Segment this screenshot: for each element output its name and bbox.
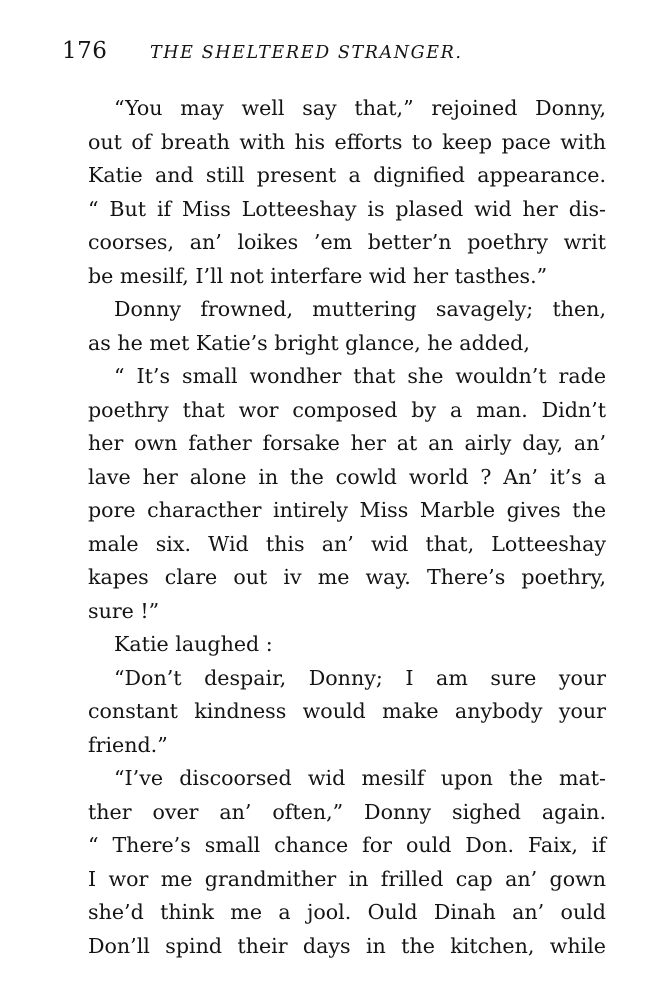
text-line-26: Don’ll spind their days in the kitchen, while: [88, 933, 606, 958]
text-line-23: “ There’s small chance for ould Don. Faix, if: [88, 833, 606, 857]
text-line-4: “ But if Miss Lotteeshay is plased wid her dis-: [88, 196, 606, 221]
text-line-20: friend.”: [88, 732, 168, 757]
text-line-15: kapes clare out iv me way. There’s poethry,: [88, 565, 606, 589]
body-text: [88, 92, 606, 963]
text-line-22: ther over an’ often,” Donny sighed again.: [88, 799, 606, 824]
text-line-14: male six. Wid this an’ wid that, Lotteeshay: [88, 531, 606, 556]
text-line-25: she’d think me a jool. Ould Dinah an’ ould: [88, 900, 606, 924]
text-line-13: pore characther intirely Miss Marble gives the: [88, 498, 606, 522]
text-line-7: Donny frowned, muttering savagely; then,: [114, 297, 606, 321]
running-head: [62, 38, 606, 82]
text-line-12: lave her alone in the cowld world ? An’ it’s a: [88, 464, 606, 489]
text-line-21: “I’ve discoorsed wid mesilf upon the mat-: [114, 766, 606, 790]
running-title: THE SHELTERED STRANGER.: [150, 43, 463, 63]
book-page: [62, 38, 606, 978]
text-line-3: Katie and still present a dignified appearance.: [88, 163, 606, 187]
text-line-17: Katie laughed :: [114, 632, 273, 656]
text-line-10: poethry that wor composed by a man. Didn’t: [88, 397, 606, 422]
text-line-16: sure !”: [88, 598, 160, 623]
text-line-5: coorses, an’ loikes ’em better’n poethry writ: [88, 230, 606, 254]
text-line-19: constant kindness would make anybody your: [88, 699, 606, 723]
page-number: 176: [62, 38, 108, 64]
text-line-8: as he met Katie’s bright glance, he added,: [88, 330, 530, 355]
text-line-11: her own father forsake her at an airly day, an’: [88, 431, 606, 455]
text-line-1: “You may well say that,” rejoined Donny,: [114, 96, 606, 120]
text-line-18: “Don’t despair, Donny; I am sure your: [114, 665, 606, 690]
text-line-24: I wor me grandmither in frilled cap an’ gown: [88, 866, 606, 891]
text-line-9: “ It’s small wondher that she wouldn’t rade: [114, 364, 606, 388]
text-line-2: out of breath with his efforts to keep pace with: [88, 129, 606, 154]
text-line-6: be mesilf, I’ll not interfare wid her tasthes.”: [88, 263, 548, 288]
